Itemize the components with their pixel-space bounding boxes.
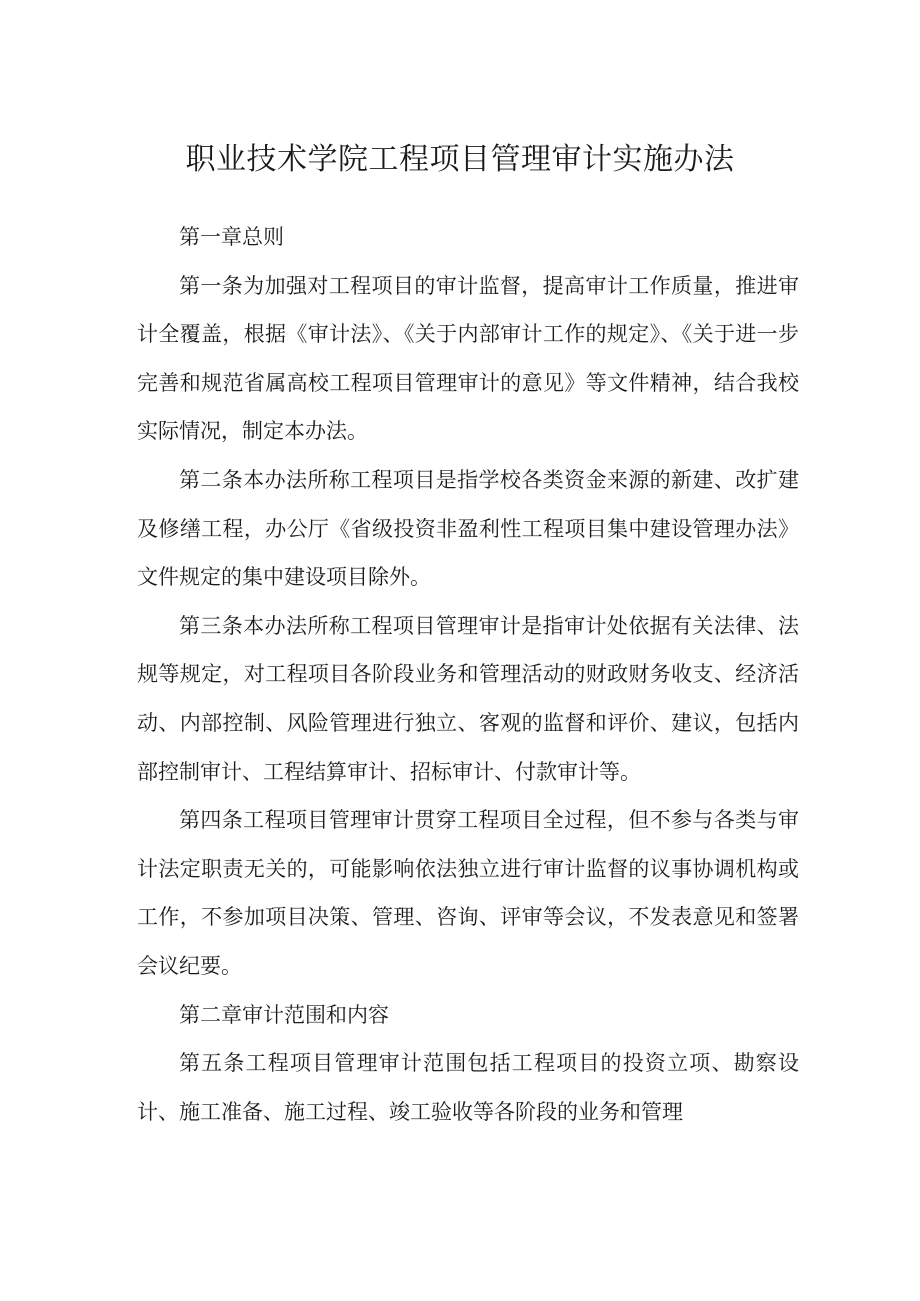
document-body [137,213,799,1136]
article-1: 第一条为加强对工程项目的审计监督，提高审计工作质量，推进审计全覆盖，根据《审计法》、《关于内部审计工作的规定》、《关于进一步完善和规范省属高校工程项目管理审计的意见》等文件精神，结合我校实际情况，制定本办法。 [137,273,799,444]
chapter-heading-2: 第二章审计范围和内容 [179,1002,389,1027]
article-4: 第四条工程项目管理审计贯穿工程项目全过程，但不参与各类与审计法定职责无关的，可能影响依法独立进行审计监督的议事协调机构或工作，不参加项目决策、管理、咨询、评审等会议，不发表意见和签署会议纪要。 [137,808,799,978]
article-5: 第五条工程项目管理审计范围包括工程项目的投资立项、勘察设计、施工准备、施工过程、竣工验收等各阶段的业务和管理 [137,1051,799,1124]
document-title: 职业技术学院工程项目管理审计实施办法 [185,142,735,177]
article-3: 第三条本办法所称工程项目管理审计是指审计处依据有关法律、法规等规定，对工程项目各阶段业务和管理活动的财政财务收支、经济活动、内部控制、风险管理进行独立、客观的监督和评价、建议，包括内部控制审计、工程结算审计、招标审计、付款审计等。 [137,613,799,784]
article-2: 第二条本办法所称工程项目是指学校各类资金来源的新建、改扩建及修缮工程，办公厅《省级投资非盈利性工程项目集中建设管理办法》文件规定的集中建设项目除外。 [137,467,799,590]
chapter-heading-1: 第一章总则 [179,225,284,249]
